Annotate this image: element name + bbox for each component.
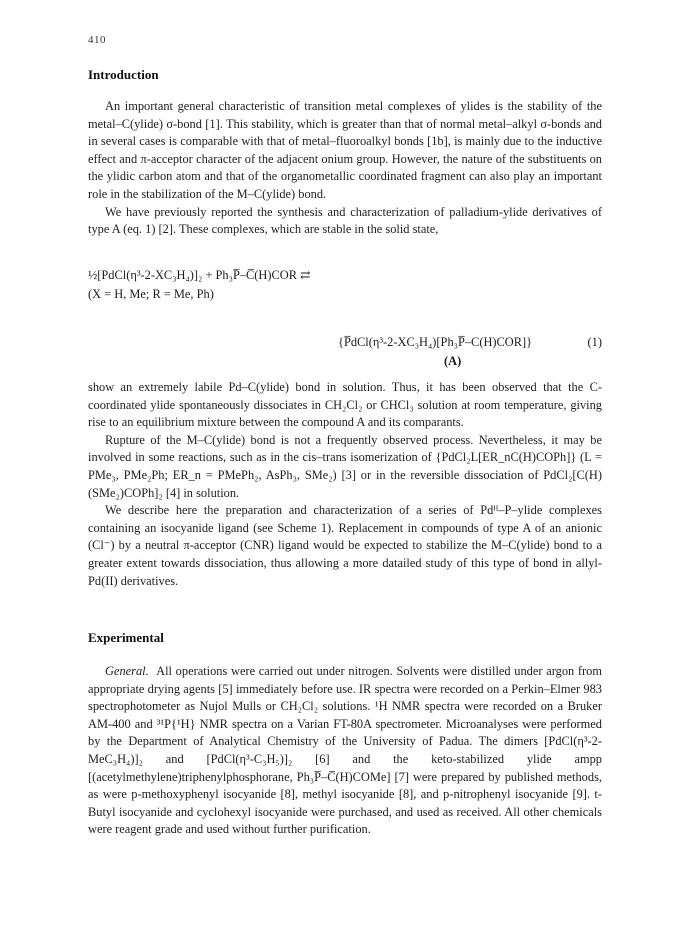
intro-paragraph-5: We describe here the preparation and characterization of a series of Pdᴵᴵ–P–ylide complexes containing an isocyanide ligand (see Scheme 1). Replacement in compounds of type A of an anionic (Cl⁻) by a neutral π-acceptor (CNR) ligand would be expected to stabilize the M–C(ylide) bond to a greater extent towards dissociation, thus allowing a more datailed study of this type of bond in allyl-Pd(II) derivatives. xyxy=(88,503,602,588)
general-text: All operations were carried out under nitrogen. Solvents were distilled under argon from appropriate drying agents [5] immediately before use. IR spectra were recorded on a Perkin–Elmer 983 spectrophotometer as Nujol Mulls or CH₂Cl₂ solutions. ¹H NMR spectra were recorded on a Bruker AM-400 and ³¹P{¹H} NMR spectra on a Varian FT-80A spectrometer. Microanalyses were performed by the Department of Analytical Chemistry of the University of Padua. The dimers [PdCl(η³-2-MeC₃H₄)]₂ and [PdCl(η³-C₃H₅)]₂ [6] and the keto-stabilized ylide ampp [(acetylmethylene)triphenylphosphorane, Ph₃P̅–C̅(H)COMe] [7] were prepared by published methods, as were p-methoxyphenyl isocyanide [8], methyl isocyanide [8], and p-nitrophenyl isocyanide [9]. t-Butyl isocyanide and cyclohexyl isocyanide were purchased, and used as received. All other chemicals were reagent grade and used without further purification. xyxy=(88,664,603,837)
general-label: General. xyxy=(105,664,149,678)
introduction-paragraphs xyxy=(88,98,602,239)
experimental-paragraphs xyxy=(88,663,602,839)
intro-paragraph-2: We have previously reported the synthesis and characterization of palladium-ylide derivatives of type A (eq. 1) [2]. These complexes, which are stable in the solid state, xyxy=(88,204,602,237)
intro-paragraph-3: show an extremely labile Pd–C(ylide) bond in solution. Thus, it has been observed that the C-coordinated ylide spontaneously dissociates in CH₂Cl₂ or CHCl₃ solution at room temperature, giving rise to an equilibrium mixture between the compound A and its comparants. xyxy=(88,380,602,430)
equation-reactants xyxy=(88,266,310,303)
page-number: 410 xyxy=(88,34,106,46)
experimental-heading: Experimental xyxy=(88,630,164,645)
equation-line-1: ½[PdCl(η³-2-XC₃H₄)]₂ + Ph₃P̅–C̅(H)COR ⇄ xyxy=(88,268,311,282)
equation-label: (A) xyxy=(444,354,462,368)
intro-paragraph-4: Rupture of the M–C(ylide) bond is not a frequently observed process. Nevertheless, it may be involved in some reactions, such as in the cis–trans isomerization of {PdCl₂L[ER_nC(H)COPh]} (L = PMe₃, PMe₂Ph; ER_n = PMePh₂, AsPh₃, SMe₂) [3] or in the reversible dissociation of PdCl₂[C(H)(SMe₂)COPh]₂ [4] in solution. xyxy=(88,432,602,500)
introduction-heading: Introduction xyxy=(88,67,159,82)
equation-number: (1) xyxy=(587,335,602,349)
equation-line-2: (X = H, Me; R = Me, Ph) xyxy=(88,287,214,301)
introduction-paragraphs-continued xyxy=(88,379,602,590)
equation-product-formula: {P̅dCl(η³-2-XC₃H₄)[Ph₃P̅–C(H)COR]} xyxy=(338,335,533,349)
intro-paragraph-1: An important general characteristic of transition metal complexes of ylides is the stability of the metal–C(ylide) σ-bond [1]. This stability, which is greater than that of normal metal–alkyl σ-bonds and in several cases is comparable with that of metal–fluoroalkyl bonds [1b], is mainly due to the inductive effect and π-acceptor character of the adjacent onium group. However, the nature of the substituents on the ylidic carbon atom and that of the organometallic coordinated fragment can also play an important role in the stabilization of the M–C(ylide) bond. xyxy=(88,99,602,201)
experimental-general-paragraph xyxy=(88,663,602,839)
equation-product xyxy=(338,333,602,351)
